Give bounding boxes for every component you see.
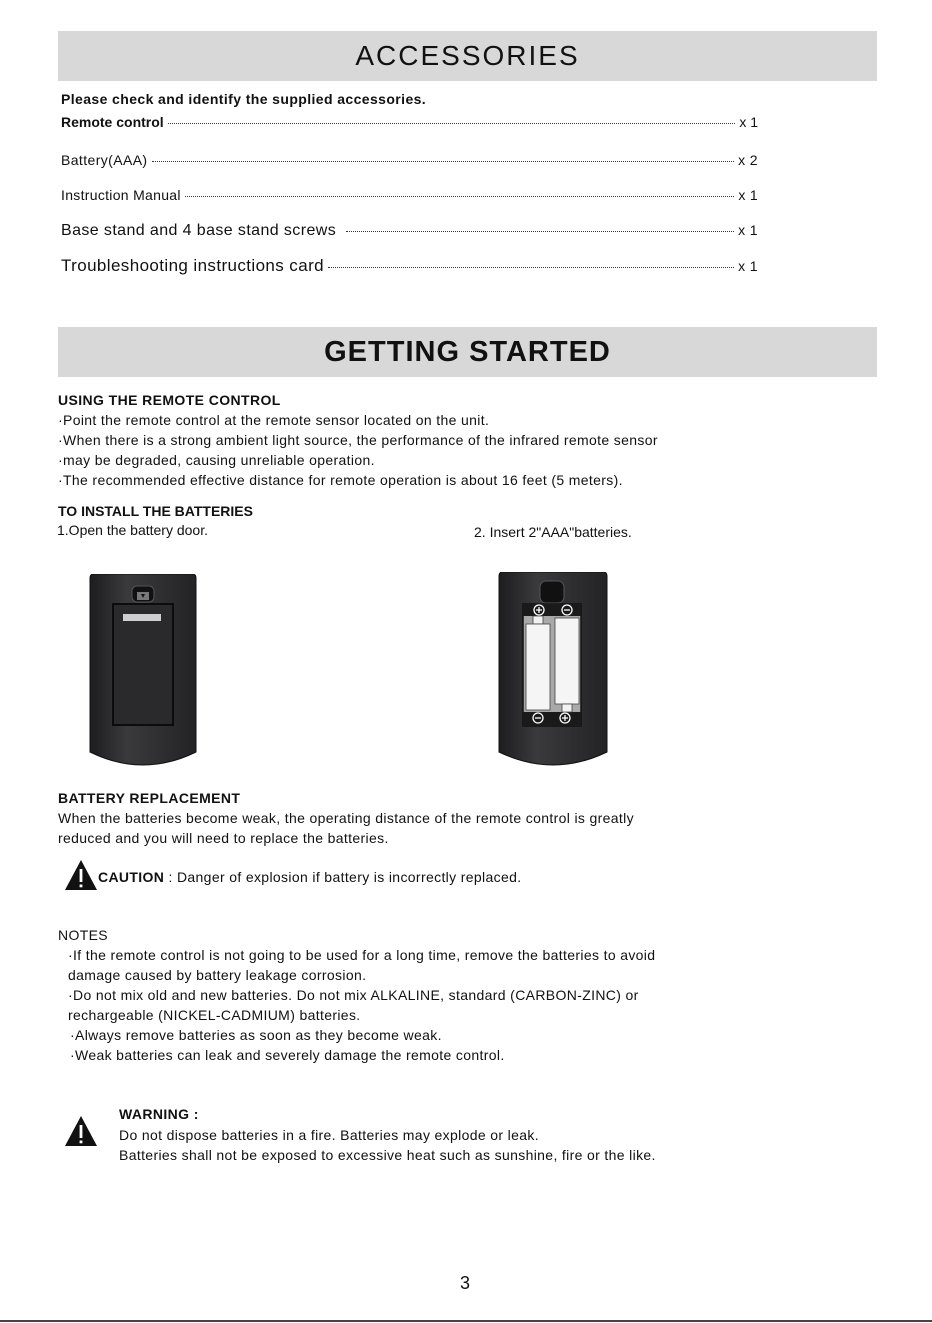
using-remote-line: ·Point the remote control at the remote sensor located on the unit. [58,412,490,428]
dot-leader [346,231,734,232]
step-open-battery-door: 1.Open the battery door. [57,522,208,538]
warning-line: Batteries shall not be exposed to excessive heat such as sunshine, fire or the like. [119,1147,656,1163]
accessories-title: ACCESSORIES [355,40,580,71]
warning-triangle-icon [64,859,98,891]
accessory-name: Instruction Manual [61,187,181,203]
accessory-name: Battery(AAA) [61,152,148,168]
accessory-qty: x 1 [739,114,758,130]
notes-line: ·Do not mix old and new batteries. Do not mix ALKALINE, standard (CARBON-ZINC) or [68,987,639,1003]
warning-label: WARNING : [119,1106,199,1122]
using-remote-line: ·The recommended effective distance for remote operation is about 16 feet (5 meters). [58,472,623,488]
notes-line: damage caused by battery leakage corrosion. [68,967,367,983]
warning-line: Do not dispose batteries in a fire. Batteries may explode or leak. [119,1127,539,1143]
getting-started-banner [58,327,877,377]
notes-line: ·If the remote control is not going to be used for a long time, remove the batteries to avoid [68,947,656,963]
page-bottom-divider [0,1320,932,1322]
remote-battery-door-closed-illustration [88,574,198,772]
getting-started-title: GETTING STARTED [324,335,611,368]
notes-line: ·Always remove batteries as soon as they become weak. [70,1027,442,1043]
remote-battery-compartment-open-illustration [497,572,609,772]
battery-replacement-line: When the batteries become weak, the operating distance of the remote control is greatly [58,810,634,826]
install-batteries-heading: TO INSTALL THE BATTERIES [58,503,253,519]
notes-heading: NOTES [58,927,108,943]
accessory-name: Remote control [61,114,164,130]
using-remote-line: ·may be degraded, causing unreliable operation. [58,452,375,468]
step-insert-batteries: 2. Insert 2"AAA"batteries. [474,524,632,540]
accessory-qty: x 1 [738,187,758,203]
page-number: 3 [460,1273,471,1293]
dot-leader [185,196,735,197]
dot-leader [168,123,736,124]
accessory-name: Base stand and 4 base stand screws [61,222,337,239]
accessory-item [61,256,758,276]
notes-line: rechargeable (NICKEL-CADMIUM) batteries. [68,1007,361,1023]
battery-replacement-line: reduced and you will need to replace the batteries. [58,830,389,846]
caution-notice [98,867,521,887]
using-remote-line: ·When there is a strong ambient light source, the performance of the infrared remote sensor [58,432,658,448]
battery-replacement-heading: BATTERY REPLACEMENT [58,790,241,806]
accessory-item [61,187,758,203]
dot-leader [152,161,735,162]
caution-label: CAUTION [98,869,165,885]
accessory-name: Troubleshooting instructions card [61,256,324,275]
accessory-item [61,152,758,168]
using-remote-heading: USING THE REMOTE CONTROL [58,392,281,408]
accessories-banner [58,31,877,81]
dot-leader [328,267,734,268]
accessory-item [61,222,758,240]
notes-line: ·Weak batteries can leak and severely damage the remote control. [70,1047,505,1063]
accessory-qty: x 2 [738,152,758,168]
accessory-qty: x 1 [738,222,758,238]
caution-text: : Danger of explosion if battery is incorrectly replaced. [164,869,522,885]
check-accessories-text: Please check and identify the supplied accessories. [61,91,427,107]
warning-triangle-icon [64,1115,98,1147]
accessory-qty: x 1 [738,258,758,274]
accessory-item [61,114,758,130]
